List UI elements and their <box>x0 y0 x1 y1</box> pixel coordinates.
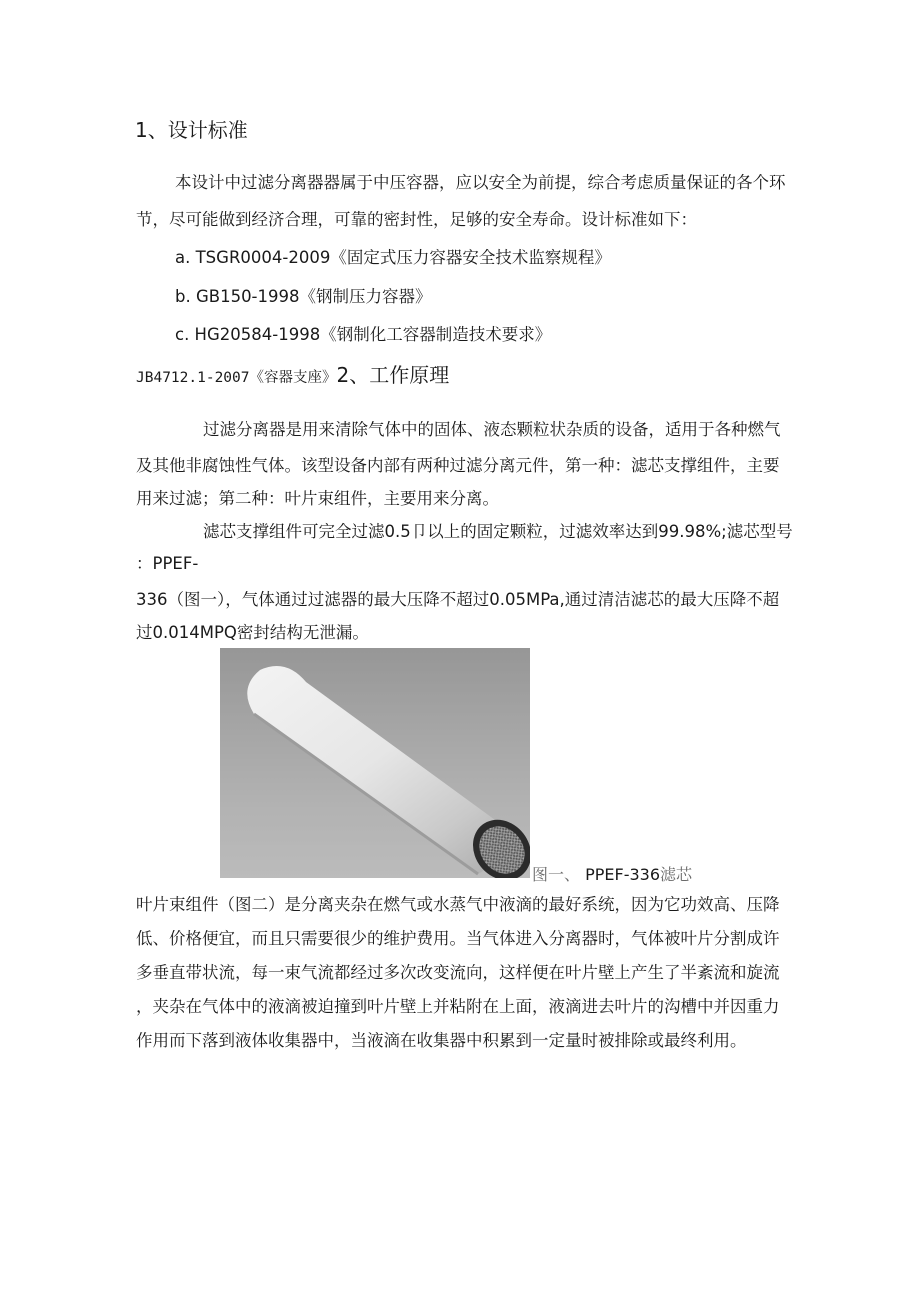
filter-spec-line: 过0.014MPQ密封结构无泄漏。 <box>136 623 369 642</box>
figure-caption-model: PPEF-336 <box>585 865 661 884</box>
vane-pack-paragraph-line: 作用而下落到液体收集器中，当液滴在收集器中积累到一定量时被排除或最终利用。 <box>136 1031 747 1050</box>
filter-spec-line: ：PPEF- <box>136 554 199 573</box>
section-2-paragraph-line: 及其他非腐蚀性气体。该型设备内部有两种过滤分离元件，第一种：滤芯支撑组件，主要 <box>136 456 780 475</box>
standard-item-b: b. GB150-1998《钢制压力容器》 <box>175 287 432 306</box>
filter-spec-line: 滤芯支撑组件可完全过滤0.5卩以上的固定颗粒，过滤效率达到99.98%;滤芯型号 <box>203 522 793 541</box>
figure-caption-suffix: 滤芯 <box>660 865 693 884</box>
section-1-paragraph-line: 本设计中过滤分离器器属于中压容器，应以安全为前提，综合考虑质量保证的各个环 <box>175 173 786 192</box>
filter-spec-line: 336（图一），气体通过过滤器的最大压降不超过0.05MPa,通过清洁滤芯的最大压降不超 <box>136 590 780 609</box>
vane-pack-paragraph-line: ，夹杂在气体中的液滴被迫撞到叶片壁上并粘附在上面，液滴进去叶片的沟槽中并因重力 <box>136 997 780 1016</box>
figure-1-caption <box>532 862 692 885</box>
figure-caption-prefix: 图一、 <box>532 865 581 884</box>
section-1-heading: 1、设计标准 <box>135 118 248 142</box>
section-2-paragraph-line: 过滤分离器是用来清除气体中的固体、液态颗粒状杂质的设备，适用于各种燃气 <box>203 420 781 439</box>
standard-item-c: c. HG20584-1998《钢制化工容器制造技术要求》 <box>175 325 552 344</box>
vane-pack-paragraph-line: 叶片束组件（图二）是分离夹杂在燃气或水蒸气中液滴的最好系统，因为它功效高、压降 <box>136 895 780 914</box>
section-2-paragraph-line: 用来过滤；第二种：叶片束组件，主要用来分离。 <box>136 489 499 508</box>
filter-element-photo <box>220 648 530 878</box>
section-2-heading: 2、工作原理 <box>336 363 450 387</box>
standard-item-jb: JB4712.1-2007《容器支座》 <box>136 370 337 386</box>
standard-item-a: a. TSGR0004-2009《固定式压力容器安全技术监察规程》 <box>175 248 611 267</box>
section-1-paragraph-line: 节，尽可能做到经济合理，可靠的密封性，足够的安全寿命。设计标准如下： <box>136 210 697 229</box>
standard-jb-and-section-2-heading <box>136 362 449 391</box>
vane-pack-paragraph-line: 多垂直带状流，每一束气流都经过多次改变流向，这样便在叶片壁上产生了半紊流和旋流 <box>136 963 780 982</box>
vane-pack-paragraph-line: 低、价格便宜，而且只需要很少的维护费用。当气体进入分离器时，气体被叶片分割成许 <box>136 929 780 948</box>
filter-cylinder-illustration <box>220 648 530 878</box>
